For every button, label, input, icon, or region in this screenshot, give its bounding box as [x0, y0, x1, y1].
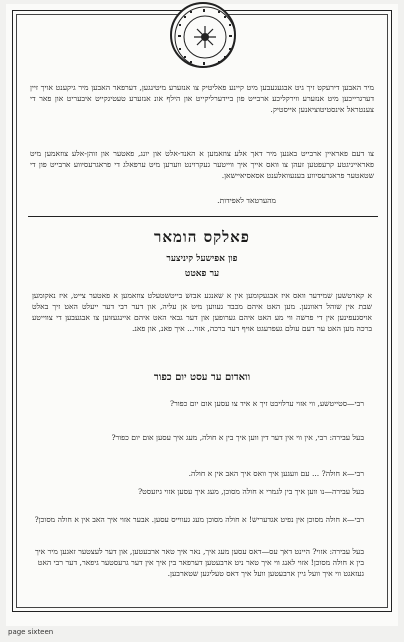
section-divider [28, 216, 378, 217]
intro-paragraph-2: צו דעם פאראיין ארבייט באנען מיר דאך אלע צוזאמען א האנד-אלט און יונג, פאטער און זוהן-אלע צוזאמען מיט פאראייניגטע קרעפטען זעהן צו וואס אייך איך ווייטער געקרוינט װערען מיט ערפאלג די פראגרעסיווע ארבייט פון די שטאטער פראגרעסיווע בענעוואלענט אסאסיאיישאן. [30, 149, 374, 180]
section-title: וואדום ער עסט יום כפור [153, 372, 251, 383]
article-body: א קארטשען שמידער וואס איז אבגעקומען אין א שאנגע אבזש בייטשטעלט צוזאמען א פאטער צייט, איז נאקומען שבת אין שוהל דאוונען. מען האט איהם מכבד געווען מיט אן עליה, און דער רבי דער ייעלט האט זיך באלט אויסגעפינען אין די פרשה ווי מע האט איהם גערופען און דער גבאי האט איהם איינגעזוען צו אבגעבען די צווייטע ברכה מען האט ער דעם עולם געפרעגט אויף דער ברכה, אזוי... איך פאנ, און פאנ. [32, 291, 372, 333]
article-byline: פון אפישעל קיניצער [166, 254, 238, 264]
dialogue-line-6: בעל עבירה: אזוי? היינט דאך עס—דאס עסען מעג איך, נאר איך טאר ארבעטען, און דער לעצטער זאגען מיר איך בין א חולה מסוכן! אזוי לאנג ווי איך טאר ניט ארבעטען דערפאר בין איך אין דער גרעסטער גיפאר, דער רבי האט געזאגט ווי איך וועל גיין ארבעטען וועל איך דאס טעליגען שטארבען. [34, 547, 364, 578]
dialogue-line-3: רבי—א חולה? ... עם וועגען איך וואס איך האב אין א חולה. [188, 469, 364, 478]
article-title: פאלקס הומאר [154, 228, 250, 246]
dialogue-line-2: בעל עבירה: רבי, אין ווי אין דער דין ווען איך בין א חולה, מעג איך עסען אום יום כפור? [111, 433, 364, 442]
dialogue-line-4: בעל עבירה—נו ווען איך בין לגמרי א חולה מסוכן, מעג איך עסען אזוי גיזעסט? [138, 487, 364, 496]
dialogue-line-1: רבי—סטייטשע, ווי אזוי ערלויבט זיך א איד צו עסען אום יום כפור? [169, 399, 364, 408]
page-number-label: page sixteen [8, 628, 54, 636]
intro-signature: מהערטאד לאפידות. [217, 196, 276, 205]
association-seal [170, 2, 236, 68]
seal-ring-icon [172, 4, 238, 70]
dialogue-line-5: רבי—א חולה מסוכן אין נפיט אגדעריש! א חולה מסוכן מעג געווייס עסען. אבער אזוי איך האב אין א חולה מסוכן? [34, 515, 364, 524]
article-byline-2: ער פאטט [184, 269, 220, 279]
intro-paragraph-1: מיר האבען דירעקט זיך גיט אבגעגעבען מיט קיינע פאליטיק צו אנזערע מיטינגען, דערפאר האבען מיר גיקענט אויך זיין דערגרייכען מיט אנזערע װירקליכע ארבייט פון ביידערליקייט און הילף אונ אנזערע טעטיגקייט איבעריט און פאר די צענטראל אינסטיטוציאנען אייסטיק. [30, 83, 374, 114]
